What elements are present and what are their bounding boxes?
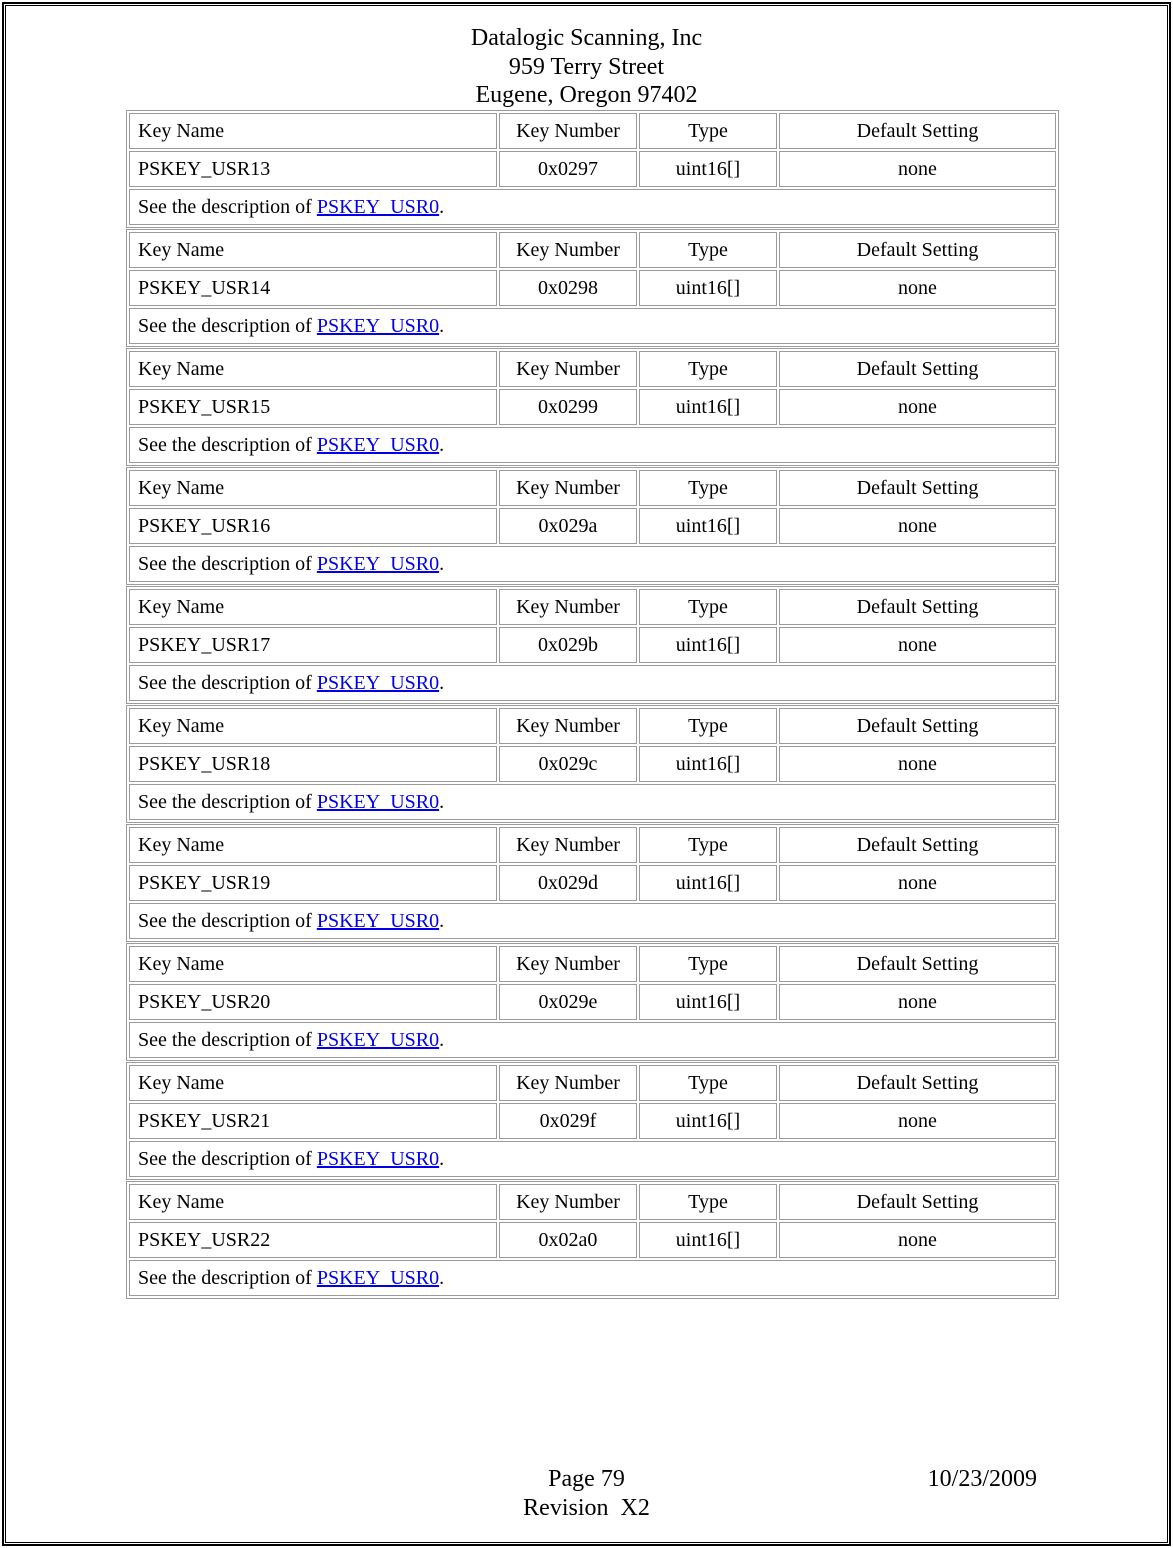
key-number-cell: 0x029e — [499, 984, 637, 1020]
footer-date: 10/23/2009 — [927, 1466, 1037, 1492]
pskey-usr0-link[interactable]: PSKEY_USR0 — [316, 671, 440, 694]
pskey-usr0-link[interactable]: PSKEY_USR0 — [316, 552, 440, 575]
page-number: Page 79 — [548, 1466, 625, 1492]
column-header-key-name: Key Name — [129, 351, 497, 387]
column-header-key-number: Key Number — [499, 351, 637, 387]
default-setting-cell: none — [779, 508, 1056, 544]
key-table — [126, 110, 1059, 228]
description-cell — [129, 1022, 1056, 1058]
pskey-usr0-link[interactable]: PSKEY_USR0 — [316, 314, 440, 337]
key-number-cell: 0x029f — [499, 1103, 637, 1139]
description-row — [129, 189, 1056, 225]
column-header-default-setting: Default Setting — [779, 351, 1056, 387]
description-period: . — [439, 790, 445, 813]
description-row — [129, 427, 1056, 463]
type-cell: uint16[] — [639, 1103, 777, 1139]
column-header-type: Type — [639, 470, 777, 506]
table-header-row — [129, 351, 1056, 387]
key-name-cell: PSKEY_USR17 — [129, 627, 497, 663]
description-row — [129, 1260, 1056, 1296]
pskey-usr0-link[interactable]: PSKEY_USR0 — [316, 1028, 440, 1051]
type-cell: uint16[] — [639, 1222, 777, 1258]
key-number-cell: 0x029c — [499, 746, 637, 782]
column-header-type: Type — [639, 1065, 777, 1101]
key-number-cell: 0x0299 — [499, 389, 637, 425]
description-text: See the description of — [138, 671, 317, 694]
description-cell — [129, 1141, 1056, 1177]
column-header-type: Type — [639, 946, 777, 982]
key-number-cell: 0x0298 — [499, 270, 637, 306]
table-header-row — [129, 113, 1056, 149]
table-header-row — [129, 1065, 1056, 1101]
table-row — [129, 627, 1056, 663]
default-setting-cell: none — [779, 270, 1056, 306]
column-header-key-name: Key Name — [129, 1184, 497, 1220]
type-cell: uint16[] — [639, 984, 777, 1020]
key-table — [126, 229, 1059, 347]
description-period: . — [439, 314, 445, 337]
key-table — [126, 1181, 1059, 1299]
company-street: 959 Terry Street — [508, 53, 665, 80]
key-number-cell: 0x029a — [499, 508, 637, 544]
key-table — [126, 586, 1059, 704]
column-header-key-name: Key Name — [129, 946, 497, 982]
type-cell: uint16[] — [639, 389, 777, 425]
table-header-row — [129, 708, 1056, 744]
column-header-default-setting: Default Setting — [779, 1184, 1056, 1220]
column-header-key-name: Key Name — [129, 1065, 497, 1101]
description-row — [129, 903, 1056, 939]
key-name-cell: PSKEY_USR21 — [129, 1103, 497, 1139]
description-row — [129, 1141, 1056, 1177]
column-header-type: Type — [639, 827, 777, 863]
description-period: . — [439, 552, 445, 575]
type-cell: uint16[] — [639, 746, 777, 782]
description-text: See the description of — [138, 314, 317, 337]
column-header-default-setting: Default Setting — [779, 232, 1056, 268]
letterhead — [0, 24, 1173, 110]
description-row — [129, 308, 1056, 344]
table-row — [129, 984, 1056, 1020]
column-header-type: Type — [639, 1184, 777, 1220]
table-row — [129, 508, 1056, 544]
column-header-key-name: Key Name — [129, 827, 497, 863]
description-text: See the description of — [138, 1266, 317, 1289]
type-cell: uint16[] — [639, 270, 777, 306]
table-header-row — [129, 1184, 1056, 1220]
default-setting-cell: none — [779, 984, 1056, 1020]
key-name-cell: PSKEY_USR18 — [129, 746, 497, 782]
default-setting-cell: none — [779, 1222, 1056, 1258]
key-table — [126, 824, 1059, 942]
pskey-usr0-link[interactable]: PSKEY_USR0 — [316, 909, 440, 932]
key-number-cell: 0x0297 — [499, 151, 637, 187]
column-header-type: Type — [639, 589, 777, 625]
table-row — [129, 1103, 1056, 1139]
key-number-cell: 0x029d — [499, 865, 637, 901]
type-cell: uint16[] — [639, 627, 777, 663]
company-name: Datalogic Scanning, Inc — [470, 25, 703, 51]
table-header-row — [129, 470, 1056, 506]
column-header-key-number: Key Number — [499, 232, 637, 268]
description-period: . — [439, 1028, 445, 1051]
column-header-type: Type — [639, 232, 777, 268]
description-cell — [129, 546, 1056, 582]
pskey-usr0-link[interactable]: PSKEY_USR0 — [316, 790, 440, 813]
description-row — [129, 1022, 1056, 1058]
table-header-row — [129, 589, 1056, 625]
column-header-default-setting: Default Setting — [779, 708, 1056, 744]
key-table — [126, 467, 1059, 585]
key-table — [126, 705, 1059, 823]
description-cell — [129, 427, 1056, 463]
column-header-key-name: Key Name — [129, 589, 497, 625]
description-row — [129, 784, 1056, 820]
description-period: . — [439, 671, 445, 694]
column-header-key-number: Key Number — [499, 946, 637, 982]
pskey-usr0-link[interactable]: PSKEY_USR0 — [316, 433, 440, 456]
table-header-row — [129, 946, 1056, 982]
key-name-cell: PSKEY_USR19 — [129, 865, 497, 901]
column-header-default-setting: Default Setting — [779, 827, 1056, 863]
default-setting-cell: none — [779, 389, 1056, 425]
default-setting-cell: none — [779, 151, 1056, 187]
description-period: . — [439, 1147, 445, 1170]
key-table — [126, 1062, 1059, 1180]
column-header-default-setting: Default Setting — [779, 113, 1056, 149]
description-cell — [129, 903, 1056, 939]
table-row — [129, 151, 1056, 187]
description-text: See the description of — [138, 1028, 317, 1051]
column-header-key-number: Key Number — [499, 113, 637, 149]
description-text: See the description of — [138, 433, 317, 456]
table-row — [129, 746, 1056, 782]
description-row — [129, 665, 1056, 701]
description-period: . — [439, 433, 445, 456]
column-header-key-name: Key Name — [129, 113, 497, 149]
description-period: . — [439, 195, 445, 218]
key-tables — [126, 110, 1047, 1300]
column-header-default-setting: Default Setting — [779, 1065, 1056, 1101]
table-header-row — [129, 827, 1056, 863]
description-text: See the description of — [138, 790, 317, 813]
revision: Revision X2 — [523, 1495, 650, 1521]
description-cell — [129, 189, 1056, 225]
column-header-key-number: Key Number — [499, 1184, 637, 1220]
description-text: See the description of — [138, 195, 317, 218]
type-cell: uint16[] — [639, 865, 777, 901]
column-header-key-number: Key Number — [499, 827, 637, 863]
description-row — [129, 546, 1056, 582]
default-setting-cell: none — [779, 865, 1056, 901]
company-city: Eugene, Oregon 97402 — [475, 82, 698, 108]
description-cell — [129, 308, 1056, 344]
column-header-key-number: Key Number — [499, 708, 637, 744]
description-text: See the description of — [138, 552, 317, 575]
description-cell — [129, 665, 1056, 701]
description-text: See the description of — [138, 909, 317, 932]
column-header-type: Type — [639, 113, 777, 149]
description-period: . — [439, 909, 445, 932]
table-row — [129, 865, 1056, 901]
key-table — [126, 943, 1059, 1061]
column-header-key-name: Key Name — [129, 470, 497, 506]
pskey-usr0-link[interactable]: PSKEY_USR0 — [316, 1147, 440, 1170]
table-row — [129, 270, 1056, 306]
description-cell — [129, 1260, 1056, 1296]
column-header-default-setting: Default Setting — [779, 589, 1056, 625]
table-row — [129, 1222, 1056, 1258]
default-setting-cell: none — [779, 746, 1056, 782]
column-header-key-name: Key Name — [129, 232, 497, 268]
description-period: . — [439, 1266, 445, 1289]
column-header-type: Type — [639, 351, 777, 387]
key-name-cell: PSKEY_USR22 — [129, 1222, 497, 1258]
description-cell — [129, 784, 1056, 820]
key-table — [126, 348, 1059, 466]
column-header-key-name: Key Name — [129, 708, 497, 744]
table-row — [129, 389, 1056, 425]
default-setting-cell: none — [779, 627, 1056, 663]
table-header-row — [129, 232, 1056, 268]
column-header-default-setting: Default Setting — [779, 470, 1056, 506]
key-number-cell: 0x02a0 — [499, 1222, 637, 1258]
column-header-type: Type — [639, 708, 777, 744]
key-number-cell: 0x029b — [499, 627, 637, 663]
key-name-cell: PSKEY_USR13 — [129, 151, 497, 187]
type-cell: uint16[] — [639, 508, 777, 544]
description-text: See the description of — [138, 1147, 317, 1170]
column-header-key-number: Key Number — [499, 589, 637, 625]
column-header-key-number: Key Number — [499, 1065, 637, 1101]
type-cell: uint16[] — [639, 151, 777, 187]
default-setting-cell: none — [779, 1103, 1056, 1139]
column-header-key-number: Key Number — [499, 470, 637, 506]
key-name-cell: PSKEY_USR14 — [129, 270, 497, 306]
pskey-usr0-link[interactable]: PSKEY_USR0 — [316, 1266, 440, 1289]
key-name-cell: PSKEY_USR15 — [129, 389, 497, 425]
key-name-cell: PSKEY_USR16 — [129, 508, 497, 544]
column-header-default-setting: Default Setting — [779, 946, 1056, 982]
key-name-cell: PSKEY_USR20 — [129, 984, 497, 1020]
pskey-usr0-link[interactable]: PSKEY_USR0 — [316, 195, 440, 218]
